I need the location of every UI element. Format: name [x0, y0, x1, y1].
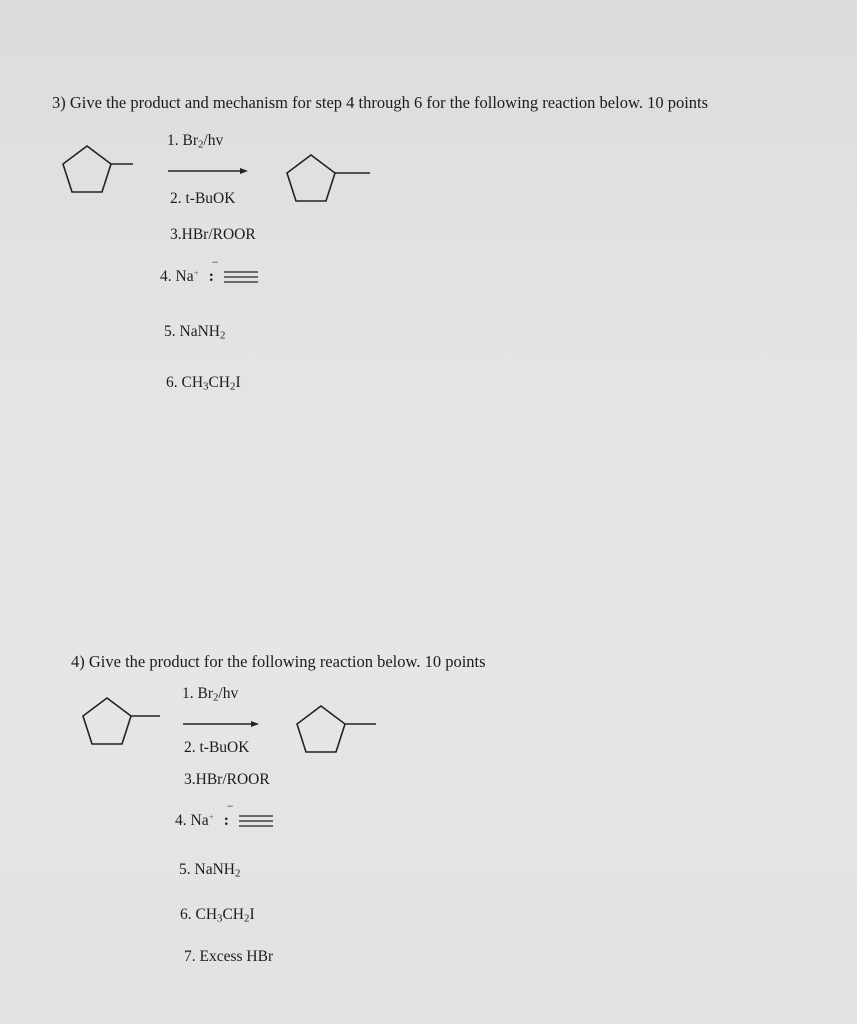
q3-step-5: 5. NaNH$_2$	[164, 323, 226, 342]
q3-alkyne-triple-bond	[224, 270, 258, 284]
q3-negative-charge: −	[211, 255, 219, 269]
q3-step-6: 6. $CH_3CH_2I$	[166, 374, 241, 393]
q4-step-5: 5. NaNH$_2$	[179, 861, 241, 880]
q4-product-methylcyclopentane	[294, 703, 378, 758]
q4-reaction-arrow	[183, 719, 259, 729]
q3-step-3: 3.HBr/ROOR	[170, 226, 256, 243]
question-3-title: 3) Give the product and mechanism for step 4 through 6 for the following reaction below. 10 points	[52, 93, 709, 112]
q3-step-4: 4. Na+ : −	[160, 268, 258, 286]
q4-step-4: 4. Na+ : −	[175, 812, 273, 830]
q4-step-3: 3.HBr/ROOR	[184, 771, 270, 788]
q4-step-7: 7. Excess HBr	[184, 948, 274, 965]
q4-step-2: 2. t-BuOK	[184, 739, 250, 756]
q3-step-2: 2. t-BuOK	[170, 190, 236, 207]
q3-reactant-methylcyclopentane	[60, 143, 135, 198]
q3-step-1: 1. $Br_2/hv$	[167, 132, 224, 151]
q3-product-methylcyclopentane	[284, 152, 374, 208]
question-4-title: 4) Give the product for the following reaction below. 10 points	[71, 652, 486, 671]
q4-negative-charge: −	[226, 799, 234, 813]
q4-step-6: 6. $CH_3CH_2I$	[180, 906, 255, 925]
q4-step-1: 1. $Br_2/hv$	[182, 685, 239, 704]
q3-reaction-arrow	[168, 166, 248, 176]
q4-alkyne-triple-bond	[239, 814, 273, 828]
q4-reactant-methylcyclopentane	[80, 695, 162, 750]
